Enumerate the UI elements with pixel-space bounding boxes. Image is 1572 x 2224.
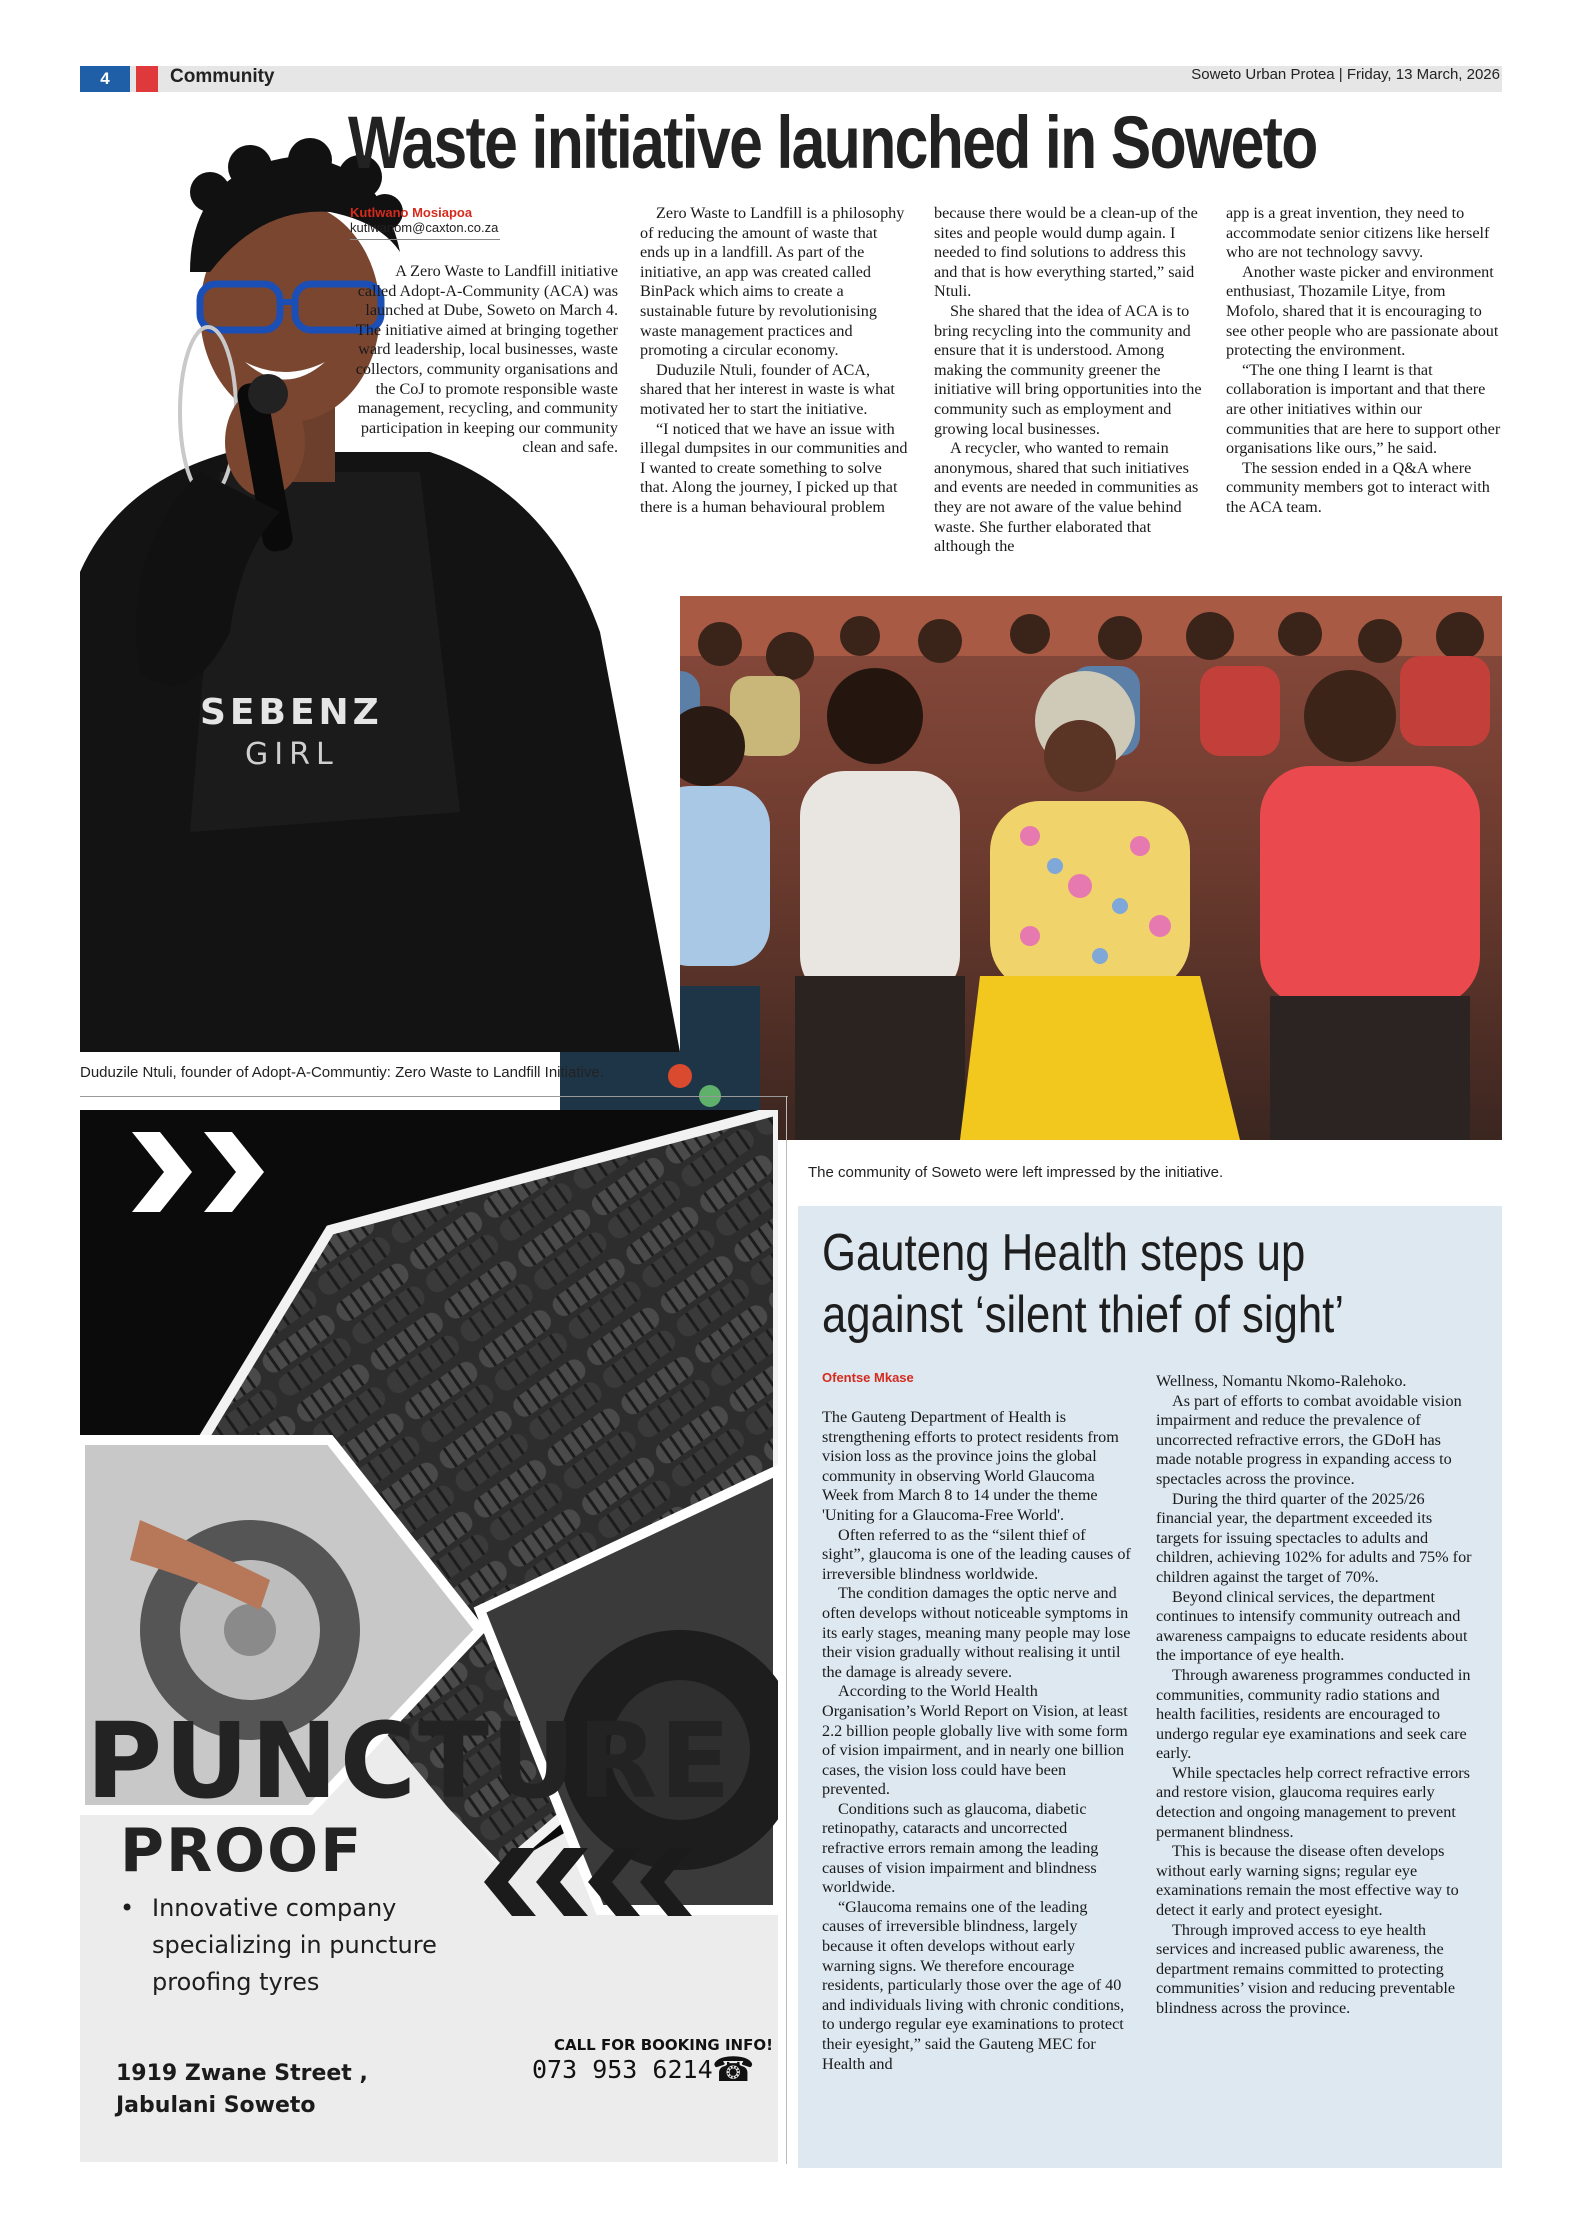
- paragraph: According to the World Health Organisation’s World Report on Vision, at least 2.2 billion people globally live with some form of vision impairment, and in nearly one billion cases, the vision loss could have been prevented.: [822, 1682, 1128, 1799]
- author-name: Ofentse Mkase: [822, 1370, 914, 1385]
- paragraph: Another waste picker and environment enthusiast, Thozamile Litye, from Mofolo, shared that it is encouraging to see other people who are passionate about protecting the environment.: [1226, 262, 1499, 360]
- paragraph: As part of efforts to combat avoidable vision impairment and reduce the prevalence of uncorrected refractive errors, the GDoH has made notable progress in expanding access to spectacles across the province.: [1156, 1391, 1462, 1488]
- story2-column-1: [822, 1408, 1132, 2074]
- advert-address: [116, 2058, 368, 2122]
- story1-column-3: [934, 204, 1208, 557]
- shirt-text-1: SEBENZ: [200, 692, 383, 733]
- paragraph: A Zero Waste to Landfill initiative called Adopt-A-Community (ACA) was launched at Dube, Soweto on March 4.: [357, 262, 618, 320]
- paragraph: Conditions such as glaucoma, diabetic retinopathy, cataracts and uncorrected refractive errors remain among the leading causes of vision impairment and blindness worldwide.: [822, 1799, 1099, 1897]
- advert-puncture-proof[interactable]: [80, 1110, 778, 2162]
- paragraph: The condition damages the optic nerve and often develops without noticeable symptoms in its early stages, meaning many people may lose their vision gradually without realising it until the damage is already severe.: [822, 1584, 1131, 1681]
- paragraph: “The one thing I learnt is that collaboration is important and that there are other initiatives within our communities that are here to support other organisations like ours,” he said.: [1226, 360, 1501, 458]
- story1-column-1: [338, 262, 618, 458]
- advert-phone-number[interactable]: 073 953 6214: [532, 2055, 713, 2084]
- paragraph: Wellness, Nomantu Nkomo-Ralehoko.: [1156, 1372, 1407, 1390]
- paragraph: Through awareness programmes conducted in communities, community radio stations and health facilities, residents are encouraged to undergo regular eye examinations and seek care early.: [1156, 1665, 1471, 1763]
- advert-call-label: CALL FOR BOOKING INFO!: [554, 2036, 773, 2054]
- address-line-1: 1919 Zwane Street ,: [116, 2061, 368, 2086]
- audience-photo: [560, 596, 1502, 1140]
- caption-speaker: Duduzile Ntuli, founder of Adopt-A-Communtiy: Zero Waste to Landfill Initiative.: [80, 1064, 604, 1081]
- speaker-photo: [80, 112, 680, 1052]
- bullet-icon: •: [120, 1894, 135, 1922]
- headline-line-1: Gauteng Health steps up: [822, 1224, 1306, 1282]
- paragraph: While spectacles help correct refractive errors and restore vision, glaucoma requires early detection and ongoing management to prevent permanent blindness.: [1156, 1763, 1470, 1841]
- paragraph: app is a great invention, they need to accommodate senior citizens like herself who are not technology savvy.: [1226, 204, 1490, 262]
- advert-bullet-text: Innovative company specializing in puncture proofing tyres: [152, 1894, 437, 1996]
- paragraph: Duduzile Ntuli, founder of ACA, shared that her interest in waste is what motivated her to start the initiative.: [640, 360, 895, 418]
- paragraph: Zero Waste to Landfill is a philosophy of reducing the amount of waste that ends up in a landfill. As part of the initiative, an app was created called BinPack which aims to create a sustainable future by revolutionising waste management practices and promoting a circular economy.: [640, 204, 905, 360]
- paragraph: The Gauteng Department of Health is strengthening efforts to protect residents from vision loss as the province joins the global community in observing World Glaucoma Week from March 8 to 14 under the theme 'Uniting for a Glaucoma-Free World'.: [822, 1408, 1119, 1524]
- story1-column-4: [1226, 204, 1502, 518]
- headline-line-2: against ‘silent thief of sight’: [822, 1286, 1345, 1344]
- caption-rule: [80, 1096, 788, 1097]
- advert-headline-puncture: PUNCTURE: [86, 1700, 733, 1822]
- story1-column-2: [640, 204, 908, 518]
- advert-headline-proof: PROOF: [120, 1816, 364, 1886]
- author-email[interactable]: kutlwanom@caxton.co.za: [350, 220, 499, 235]
- publication-dateline: Soweto Urban Protea | Friday, 13 March, 2026: [1191, 66, 1500, 83]
- headline-gauteng-health: [822, 1222, 1385, 1346]
- paragraph: During the third quarter of the 2025/26 financial year, the department exceeded its targets for issuing spectacles to adults and children, achieving 102% for adults and 75% for children against the target of 70%.: [1156, 1489, 1472, 1586]
- paragraph: “I noticed that we have an issue with illegal dumpsites in our communities and I wanted to create something to solve that. Along the journey, I picked up that there is a human behavioural problem: [640, 419, 908, 516]
- paragraph: Through improved access to eye health services and increased public awareness, the department remains committed to protecting communities’ vision and reducing preventable blindness across the province.: [1156, 1920, 1456, 2017]
- paragraph: because there would be a clean-up of the sites and people would dump again. I needed to find solutions to address this and that is how everything started,” said Ntuli.: [934, 204, 1198, 301]
- paragraph: The session ended in a Q&A where community members got to interact with the ACA team.: [1226, 458, 1490, 516]
- headline-waste-initiative: Waste initiative launched in Soweto: [348, 101, 1317, 184]
- section-marker: [136, 66, 158, 92]
- story2-column-2: [1156, 1372, 1478, 2019]
- paragraph: A recycler, who wanted to remain anonymous, shared that such initiatives and events are needed in communities as they are not aware of the value behind waste. She further elaborated that although the: [934, 439, 1199, 556]
- paragraph: Often referred to as the “silent thief of sight”, glaucoma is one of the leading causes of irreversible blindness worldwide.: [822, 1525, 1131, 1583]
- paragraph: “Glaucoma remains one of the leading causes of irreversible blindness, largely because it often develops without early warning signs. We therefore encourage residents, particularly those over the age of 40 and individuals living with chronic conditions, to undergo regular eye examinations to protect their eyesight,” said the Gauteng MEC for Health and: [822, 1897, 1125, 2073]
- author-name: Kutlwano Mosiapoa: [350, 205, 473, 220]
- telephone-icon: ☎: [712, 2050, 755, 2090]
- page-number: 4: [80, 66, 130, 92]
- address-line-2: Jabulani Soweto: [116, 2093, 316, 2118]
- paragraph: Beyond clinical services, the department continues to intensify community outreach and awareness campaigns to educate residents about the importance of eye health.: [1156, 1587, 1468, 1665]
- advert-artwork: [80, 1110, 778, 2162]
- shirt-text-2: GIRL: [245, 737, 339, 772]
- column-divider: [786, 1096, 787, 2164]
- section-label: Community: [170, 66, 275, 87]
- paragraph: The initiative aimed at bringing together ward leadership, local businesses, waste collectors, community organisations and the CoJ to promote responsible waste management, recycling, and community participation in keeping our community clean and safe.: [355, 320, 618, 457]
- paragraph: She shared that the idea of ACA is to bring recycling into the community and ensure that it is understood. Among making the community greener the initiative will bring opportunities into the community such as employment and growing local businesses.: [934, 301, 1202, 438]
- byline-story1: [350, 205, 500, 240]
- advert-bullet: [110, 1890, 450, 2001]
- caption-audience: The community of Soweto were left impressed by the initiative.: [808, 1164, 1224, 1181]
- paragraph: This is because the disease often develops without early warning signs; regular eye examinations remain the most effective way to detect it early and protect eyesight.: [1156, 1842, 1459, 1920]
